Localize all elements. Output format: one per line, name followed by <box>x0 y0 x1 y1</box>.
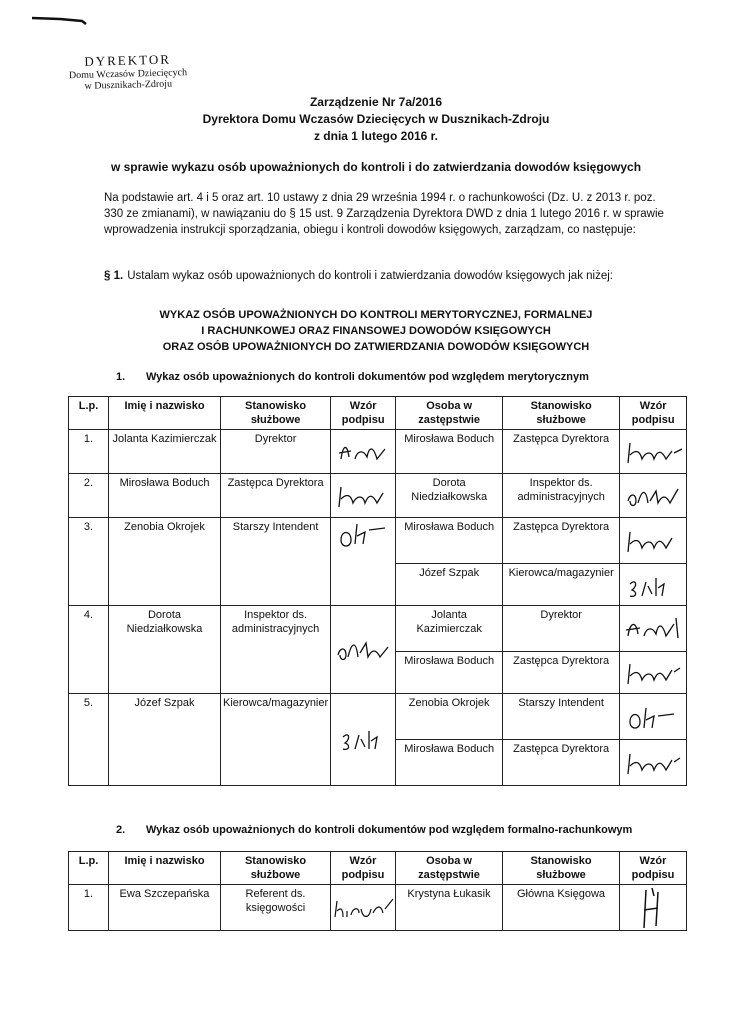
signature-cell <box>331 606 396 694</box>
list-1-title: Wykaz osób upoważnionych do kontroli dokumentów pod względem merytorycznym <box>146 371 589 383</box>
deputy-position: Główna Księgowa <box>503 885 620 931</box>
signature-cell <box>331 885 396 931</box>
signature-cell <box>331 474 396 518</box>
header-lp: L.p. <box>69 397 109 430</box>
header-signature: Wzór podpisu <box>331 852 396 885</box>
handwritten-signature <box>622 748 684 778</box>
header-name: Imię i nazwisko <box>109 852 221 885</box>
handwritten-signature <box>622 570 684 600</box>
row-lp: 2. <box>69 474 109 518</box>
handwritten-signature <box>333 723 393 757</box>
handwritten-signature <box>622 658 684 688</box>
handwritten-signature <box>622 886 684 930</box>
deputy-signature-cell <box>620 430 687 474</box>
deputy-position: Zastępca Dyrektora <box>503 652 620 694</box>
document-header <box>0 94 752 145</box>
list-2-title: Wykaz osób upoważnionych do kontroli dokumentów pod względem formalno-rachunkowym <box>146 824 633 836</box>
handwritten-signature <box>622 614 684 644</box>
handwritten-signature <box>333 437 393 467</box>
deputy-position: Kierowca/magazynier <box>503 564 620 606</box>
handwritten-signature <box>622 526 684 556</box>
list-1-heading <box>116 371 589 383</box>
handwritten-signature <box>622 437 684 467</box>
header-name: Imię i nazwisko <box>109 397 221 430</box>
list-2-heading <box>116 824 632 836</box>
deputy-position: Inspektor ds. administracyjnych <box>503 474 620 518</box>
row-lp: 1. <box>69 885 109 931</box>
row-name: Józef Szpak <box>109 694 221 786</box>
list-title-line-1: WYKAZ OSÓB UPOWAŻNIONYCH DO KONTROLI MERYTORYCZNEJ, FORMALNEJ <box>159 309 593 321</box>
row-position: Starszy Intendent <box>221 518 331 606</box>
deputy-signature-cell <box>620 518 687 564</box>
signature-cell <box>331 518 396 606</box>
handwritten-signature <box>333 481 393 511</box>
row-position: Dyrektor <box>221 430 331 474</box>
deputy-name: Mirosława Boduch <box>396 740 503 786</box>
handwritten-signature <box>622 481 684 511</box>
signature-cell <box>331 430 396 474</box>
deputy-name: Mirosława Boduch <box>396 518 503 564</box>
header-deputy-position: Stanowisko służbowe <box>503 852 620 885</box>
handwritten-signature <box>333 518 393 552</box>
section-1-number: § 1. <box>104 270 124 282</box>
list-title-line-2: I RACHUNKOWEJ ORAZ FINANSOWEJ DOWODÓW KSIĘGOWYCH <box>201 325 551 337</box>
table-row <box>69 885 687 931</box>
deputy-position: Zastępca Dyrektora <box>503 430 620 474</box>
deputy-signature-cell <box>620 474 687 518</box>
deputy-position: Starszy Intendent <box>503 694 620 740</box>
deputy-name: Mirosława Boduch <box>396 652 503 694</box>
list-1-number: 1. <box>116 371 126 383</box>
row-name: Ewa Szczepańska <box>109 885 221 931</box>
table-row <box>69 694 687 740</box>
deputy-signature-cell <box>620 694 687 740</box>
signature-cell <box>331 694 396 786</box>
row-lp: 4. <box>69 606 109 694</box>
section-1 <box>104 270 664 282</box>
row-lp: 5. <box>69 694 109 786</box>
header-deputy-signature: Wzór podpisu <box>620 852 687 885</box>
table-row <box>69 474 687 518</box>
list-title <box>0 307 752 355</box>
row-name: Jolanta Kazimierczak <box>109 430 221 474</box>
deputy-signature-cell <box>620 564 687 606</box>
deputy-name: Krystyna Łukasik <box>396 885 503 931</box>
handwritten-signature <box>332 633 394 667</box>
row-name: Mirosława Boduch <box>109 474 221 518</box>
deputy-position: Dyrektor <box>503 606 620 652</box>
row-lp: 1. <box>69 430 109 474</box>
deputy-name: Józef Szpak <box>396 564 503 606</box>
pen-stroke-mark <box>30 12 88 26</box>
row-name: Zenobia Okrojek <box>109 518 221 606</box>
row-name: Dorota Niedziałkowska <box>109 606 221 694</box>
document-subject: w sprawie wykazu osób upoważnionych do kontroli i do zatwierdzania dowodów księgowych <box>110 160 642 174</box>
stamp-line-1: DYREKTOR <box>84 51 172 69</box>
row-lp: 3. <box>69 518 109 606</box>
header-lp: L.p. <box>69 852 109 885</box>
header-position: Stanowisko służbowe <box>221 852 331 885</box>
handwritten-signature <box>331 891 395 925</box>
list-1-table <box>68 396 687 786</box>
header-signature: Wzór podpisu <box>331 397 396 430</box>
list-title-line-3: ORAZ OSÓB UPOWAŻNIONYCH DO ZATWIERDZANIA DOWODÓW KSIĘGOWYCH <box>162 341 590 353</box>
table-row <box>69 606 687 652</box>
list-2-number: 2. <box>116 824 126 836</box>
table-row <box>69 430 687 474</box>
list-2-table <box>68 851 687 931</box>
deputy-signature-cell <box>620 885 687 931</box>
row-position: Inspektor ds. administracyjnych <box>221 606 331 694</box>
header-deputy-position: Stanowisko służbowe <box>503 397 620 430</box>
stamp-line-2: Domu Wczasów Dziecięcych <box>68 67 188 82</box>
deputy-position: Zastępca Dyrektora <box>503 740 620 786</box>
stamp-line-3: w Dusznikach-Zdroju <box>84 78 173 93</box>
document-title: Zarządzenie Nr 7a/2016 <box>309 95 443 109</box>
section-1-text: Ustalam wykaz osób upoważnionych do kontroli i zatwierdzania dowodów księgowych jak niżej: <box>127 270 613 282</box>
deputy-name: Zenobia Okrojek <box>396 694 503 740</box>
legal-basis-paragraph: Na podstawie art. 4 i 5 oraz art. 10 ustawy z dnia 29 września 1994 r. o rachunkowości (Dz. U. z 2013 r. poz. 330 ze zmianami), w nawiązaniu do § 15 ust. 9 Zarządzenia Dyrektora DWD z dnia 1 lutego 2016 r. w sprawie wprowadzenia instrukcji sporządzania, obiegu i kontroli dowodów księgowych, zarządzam, co następuje: <box>104 192 664 236</box>
deputy-name: Mirosława Boduch <box>396 430 503 474</box>
table-row <box>69 518 687 564</box>
row-position: Kierowca/magazynier <box>221 694 331 786</box>
row-position: Referent ds. księgowości <box>221 885 331 931</box>
header-deputy-signature: Wzór podpisu <box>620 397 687 430</box>
handwritten-signature <box>622 702 684 732</box>
document-issuer: Dyrektora Domu Wczasów Dziecięcych w Dusznikach-Zdroju <box>202 112 550 126</box>
table-header-row <box>69 852 687 885</box>
deputy-name: Jolanta Kazimierczak <box>396 606 503 652</box>
deputy-position: Zastępca Dyrektora <box>503 518 620 564</box>
deputy-name: Dorota Niedziałkowska <box>396 474 503 518</box>
deputy-signature-cell <box>620 740 687 786</box>
document-date: z dnia 1 lutego 2016 r. <box>313 129 439 143</box>
deputy-signature-cell <box>620 606 687 652</box>
table-header-row <box>69 397 687 430</box>
deputy-signature-cell <box>620 652 687 694</box>
header-deputy: Osoba w zastępstwie <box>396 397 503 430</box>
header-deputy: Osoba w zastępstwie <box>396 852 503 885</box>
director-stamp <box>40 51 216 94</box>
row-position: Zastępca Dyrektora <box>221 474 331 518</box>
header-position: Stanowisko służbowe <box>221 397 331 430</box>
